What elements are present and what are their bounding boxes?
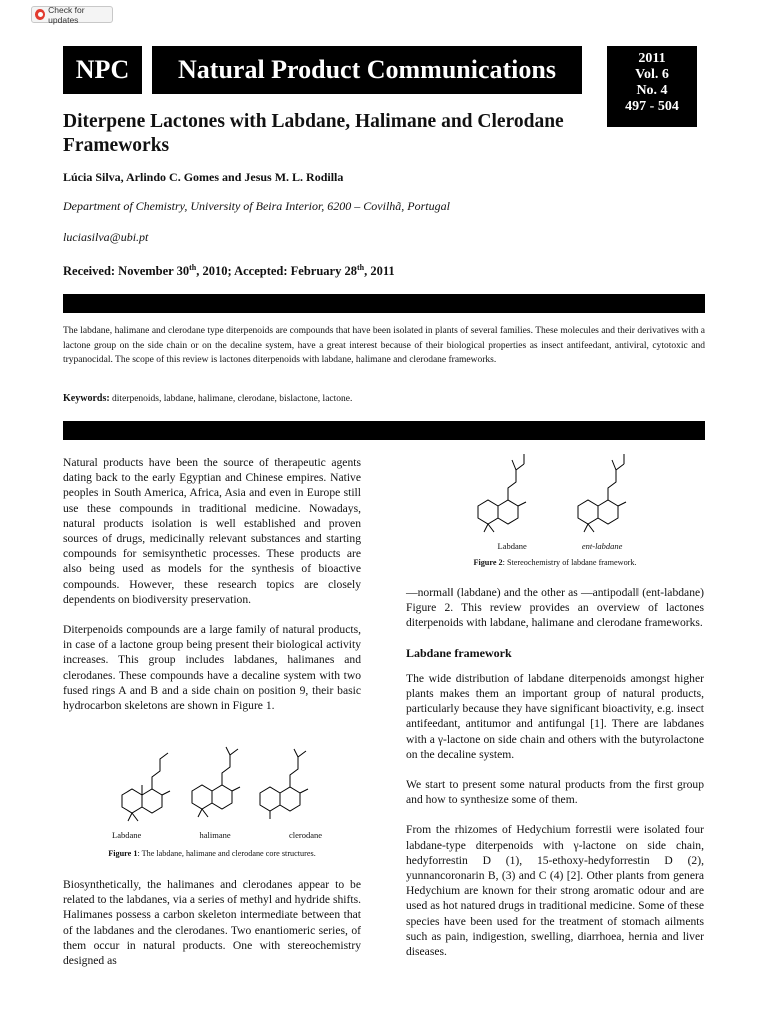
keywords-label: Keywords:: [63, 393, 110, 404]
received-sup: th: [189, 263, 197, 272]
accepted-year: , 2011: [364, 264, 395, 279]
issue-year: 2011: [638, 51, 666, 66]
abstract-text: The labdane, halimane and clerodane type diterpenoids are compounds that have been isolated in plants of several families. These molecules and their derivatives with a lactone group on the side chain or on the decaline system, have a great interest because of their biological properties as insect antifeedant, antiviral, cytotoxic and trypanocidal. The scope of this review is lactones diterpenoids with labdane, halimane and clerodane frameworks.: [63, 326, 705, 365]
received-accepted-dates: [63, 263, 395, 279]
figure-2-label: Labdane: [497, 541, 527, 551]
article-affiliation: Department of Chemistry, University of Beira Interior, 6200 – Covilhã, Portugal: [63, 199, 450, 213]
article-title: Diterpene Lactones with Labdane, Halimane and Clerodane Frameworks: [63, 111, 564, 156]
figure-2-labels: [470, 541, 650, 551]
author-email-link[interactable]: luciasilva@ubi.pt: [63, 230, 149, 244]
accepted-sup: th: [356, 263, 365, 272]
update-icon: [35, 9, 45, 20]
issue-pages: 497 - 504: [625, 99, 679, 114]
figure-2-structures: [470, 452, 650, 536]
paragraph: Biosynthetically, the halimanes and clerodanes appear to be related to the labdanes, via a series of methyl and hydride shifts. Halimanes possess a carbon skeleton intermediate between that of the labdanes and the clerodanes. Two enantiomeric series, of them occur in natural products. One with stereochemistry designed as: [63, 878, 361, 968]
clerodane-structure: [260, 749, 308, 819]
abstract-divider-bar: [63, 294, 705, 313]
labdane-structure: [122, 753, 170, 821]
halimane-structure: [192, 747, 240, 817]
journal-acronym: NPC: [63, 46, 142, 94]
ent-labdane-stereo-structure: [578, 454, 626, 532]
figure-1-structures: [108, 743, 334, 825]
figure-2-caption-text: : Stereochemistry of labdane framework.: [502, 558, 637, 567]
figure-1-labels: [112, 830, 322, 840]
labdane-stereo-structure: [478, 454, 526, 532]
figure-1-caption-label: Figure 1: [108, 849, 138, 858]
paragraph: We start to present some natural products from the first group and how to synthesize some of them.: [406, 778, 704, 807]
article-authors: Lúcia Silva, Arlindo C. Gomes and Jesus M. L. Rodilla: [63, 170, 344, 184]
figure-1-caption: [63, 849, 361, 858]
check-for-updates-label: Check for updates: [48, 4, 85, 25]
accepted-text: , 2010; Accepted: February 28: [196, 264, 357, 279]
figure-1: [108, 743, 334, 841]
keywords-line: [63, 393, 352, 404]
figure-2-caption: [406, 558, 704, 567]
check-for-updates-button[interactable]: [31, 6, 113, 23]
issue-volume: Vol. 6: [635, 67, 669, 82]
figure-2-label: ent-labdane: [581, 541, 623, 551]
paragraph: Diterpenoids compounds are a large family of natural products, in case of a lactone group being present their biological activity increases. This group includes labdanes, halimanes and clerodanes. These compounds have a decaline system with two fused rings A and B and a side chain on position 9, their basic hydrocarbon skeletons are shown in Figure 1.: [63, 623, 361, 713]
paragraph: Natural products have been the source of therapeutic agents dating back to the early Egyptian and Chinese empires. Native peoples in South America, Africa, Asia and even in Europe still use these compounds in traditional medicine. Nowadays, natural products isolation is well established and proven sources of drugs, medicinally relevant substances and starting compounds for semisynthetic processes. These products are also being used as models for the synthesis of bioactive compounds. However, these research topics are closely dependents on biodiversity preservation.: [63, 456, 361, 606]
figure-1-label: clerodane: [288, 830, 322, 840]
right-column: [406, 585, 704, 974]
left-column-lower: [63, 877, 361, 983]
issue-info: [607, 46, 697, 127]
left-column: [63, 455, 361, 728]
paragraph: The wide distribution of labdane diterpenoids amongst higher plants makes them an important group of natural products, particularly because they have significant bioactivity, e.g. insect antifeedant, antitumor and antifungal [1]. There are labdanes with a γ-lactone on side chain and others with the butyrolactone on the decaline system.: [406, 671, 704, 761]
paragraph: From the rhizomes of Hedychium forrestii were isolated four labdane-type diterpenoids with γ-lactone on side chain, hedyforrestin D (1), 15-ethoxy-hedyforrestin D (2), yunnancoronarin B, (3) and C (4) [2]. Other plants from genera Hedychium are known for their strong aromatic odour and are used as hot natured drugs in traditional medicine. Some of these species have been used for the treatment of stomach ailments such as pain, indigestion, swelling, diarrhoea, hernia and liver diseases.: [406, 823, 704, 959]
paragraph: ―normal‖ (labdane) and the other as ―antipodal‖ (ent-labdane) Figure 2. This review provides an overview of lactones diterpenoids with labdane, halimane and clerodane frameworks.: [406, 586, 704, 630]
figure-2: [470, 452, 650, 552]
keywords-value: diterpenoids, labdane, halimane, clerodane, bislactone, lactone.: [112, 394, 353, 404]
body-divider-bar: [63, 421, 705, 440]
figure-2-caption-label: Figure 2: [473, 558, 503, 567]
figure-1-label: Labdane: [112, 830, 142, 840]
issue-number: No. 4: [636, 83, 668, 98]
received-text: Received: November 30: [63, 264, 190, 279]
journal-name: Natural Product Communications: [152, 46, 582, 94]
figure-1-label: halimane: [199, 830, 231, 840]
section-heading-labdane: Labdane framework: [406, 645, 512, 660]
figure-1-caption-text: : The labdane, halimane and clerodane core structures.: [137, 849, 316, 858]
